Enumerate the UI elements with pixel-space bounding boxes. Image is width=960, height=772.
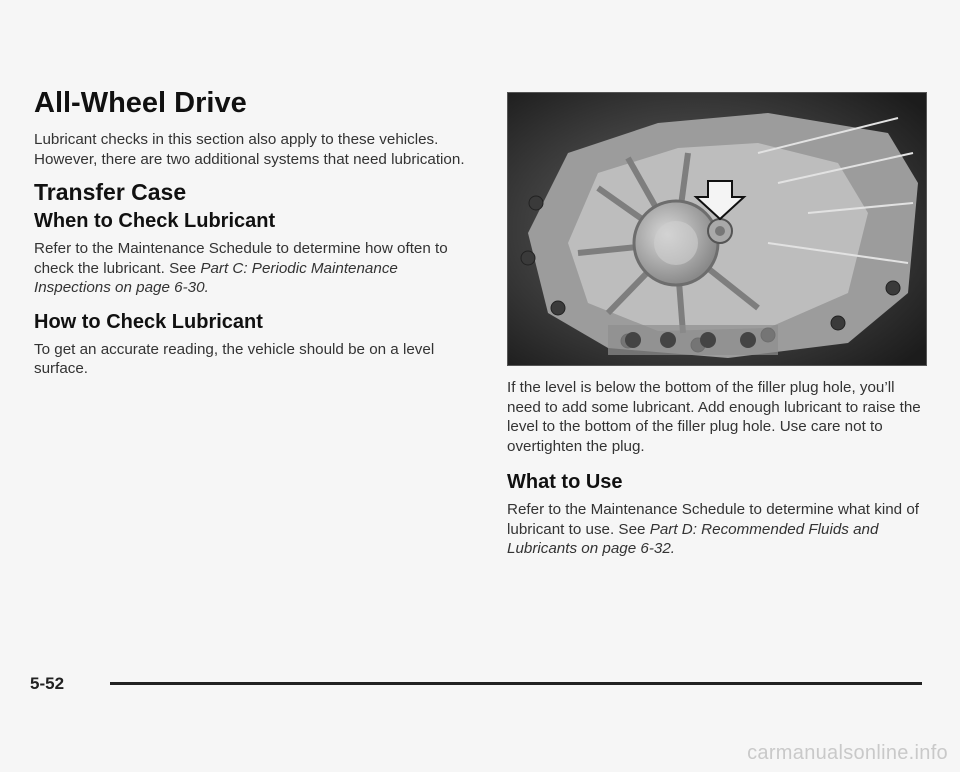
footer-rule: [110, 682, 922, 685]
what-text: Refer to the Maintenance Schedule to determine what kind of lubricant to use. See: [507, 501, 919, 538]
page-number: 5-52: [30, 674, 65, 693]
transfer-case-illustration: [508, 93, 926, 365]
when-paragraph: [34, 239, 474, 298]
when-reference: Part C: Periodic Maintenance Inspections on page 6-30.: [34, 259, 398, 296]
transfer-case-photo: [507, 92, 927, 366]
intro-paragraph: Lubricant checks in this section also apply to these vehicles. However, there are two additional systems that need lubrication.: [34, 131, 465, 168]
heading-what-to-use: What to Use: [507, 471, 623, 493]
when-text: Refer to the Maintenance Schedule to determine how often to check the lubricant. See: [34, 240, 448, 277]
what-reference: Part D: Recommended Fluids and Lubricants on page 6-32.: [507, 520, 879, 557]
how-paragraph: To get an accurate reading, the vehicle should be on a level surface.: [34, 340, 435, 377]
page-title: All-Wheel Drive: [34, 87, 247, 119]
right-column: [507, 92, 927, 559]
what-paragraph: [507, 500, 927, 559]
left-column: [34, 86, 474, 379]
heading-when-to-check: When to Check Lubricant: [34, 210, 276, 232]
section-title-transfer-case: Transfer Case: [34, 179, 187, 205]
heading-how-to-check: How to Check Lubricant: [34, 310, 263, 333]
watermark: carmanualsonline.info: [747, 742, 948, 764]
level-paragraph: If the level is below the bottom of the filler plug hole, you’ll need to add some lubricant. Add enough lubricant to raise the level to the bottom of the filler plug hole. Use care not to overtighten the plug.: [507, 379, 921, 455]
